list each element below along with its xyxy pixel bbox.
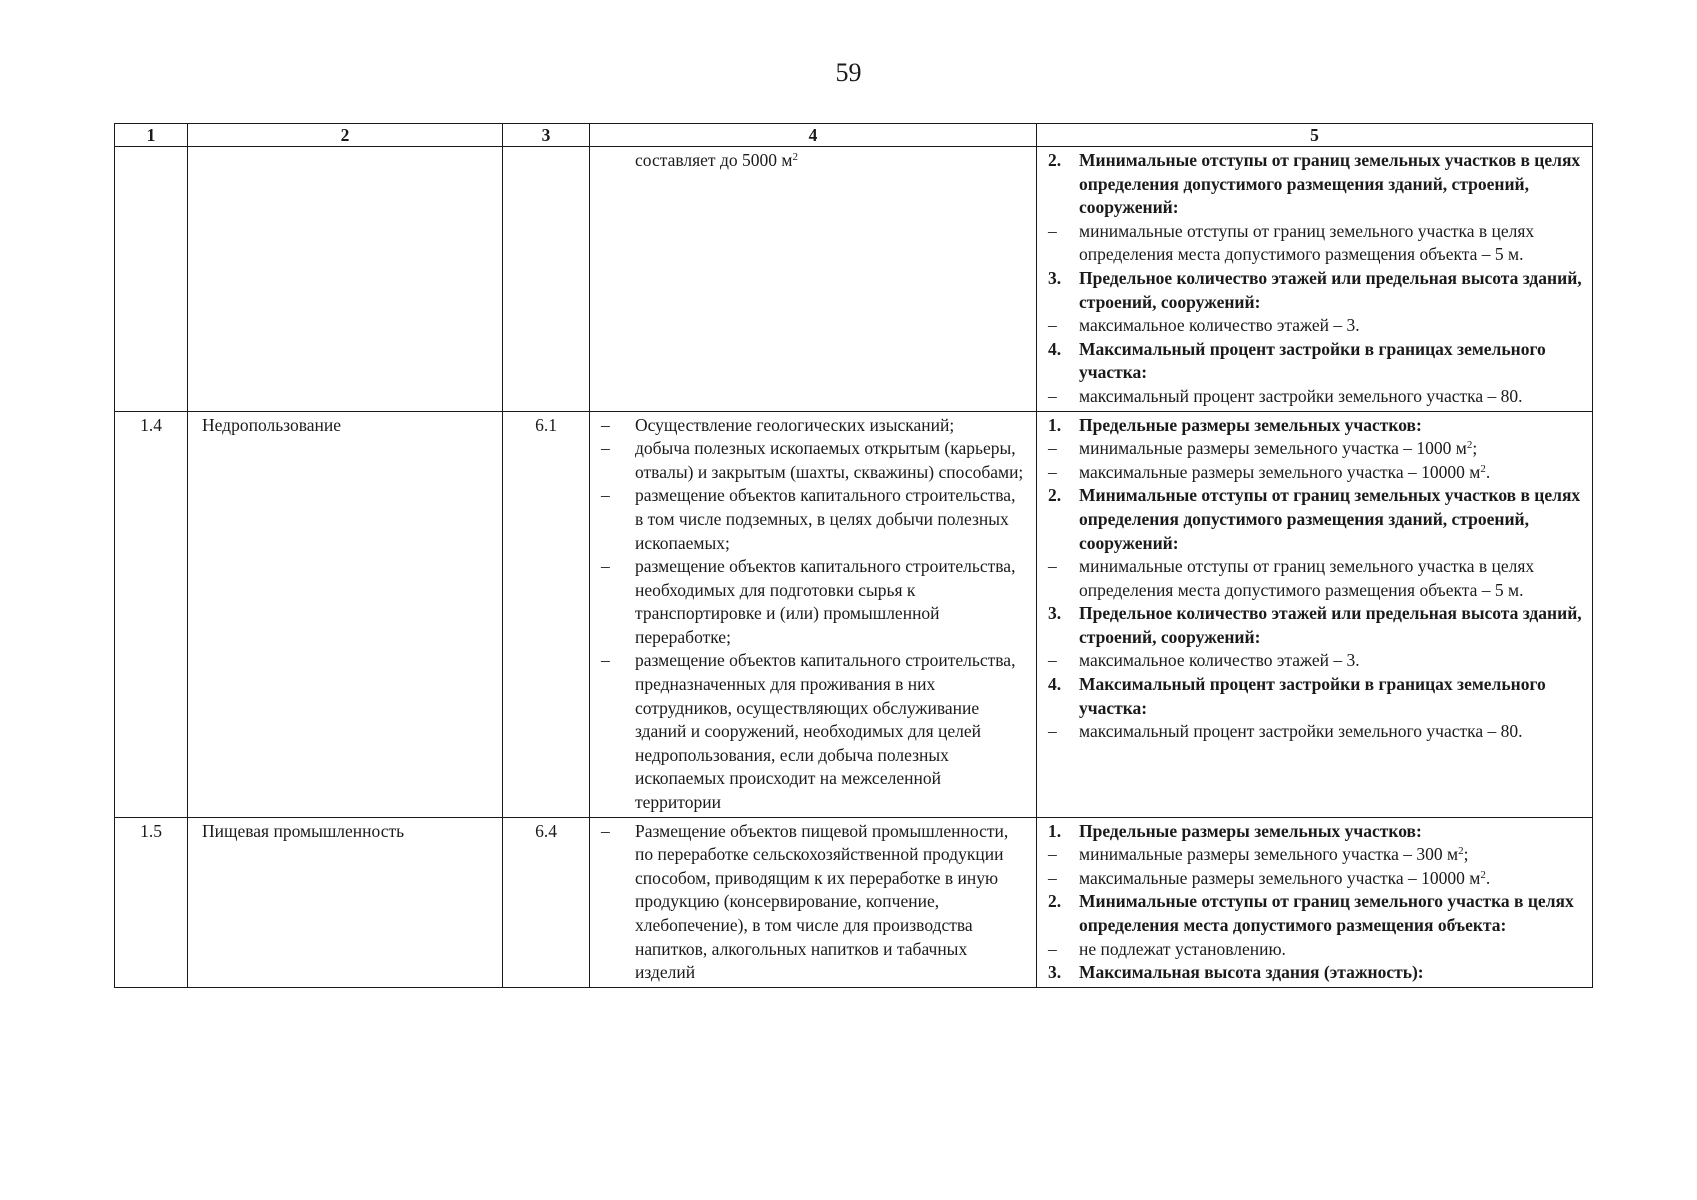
parameter-text: максимальный процент застройки земельного участка – 80.	[1079, 385, 1523, 406]
use-name-cell: Недропользование	[188, 411, 503, 817]
parameter-text: Предельное количество этажей или предельная высота зданий, строений, сооружений:	[1079, 603, 1582, 647]
parameter-heading	[1045, 820, 1584, 844]
parameter-item	[1045, 385, 1584, 409]
description-item	[598, 414, 1028, 438]
description-item	[598, 649, 1028, 814]
column-header: 4	[590, 124, 1037, 147]
dash-marker: –	[1048, 315, 1057, 336]
dash-marker: –	[1048, 938, 1057, 959]
dash-marker: –	[1048, 867, 1057, 888]
number-marker: 1.	[1048, 414, 1062, 435]
parameter-text: минимальные отступы от границ земельного участка в целях определения места допустимого размещения объекта – 5 м.	[1079, 556, 1535, 600]
row-number-cell: 1.5	[115, 817, 188, 987]
parameter-item	[1045, 938, 1584, 962]
parameter-text: минимальные размеры земельного участка – 300 $м^2$;	[1079, 844, 1469, 865]
parameter-item	[1045, 867, 1584, 891]
description-text: Осуществление геологических изысканий;	[635, 414, 955, 435]
parameter-text: Максимальная высота здания (этажность):	[1079, 962, 1424, 983]
parameter-item	[1045, 649, 1584, 673]
parameter-text: Минимальные отступы от границ земельных участков в целях определения допустимого размещения зданий, строений, сооружений:	[1079, 485, 1581, 553]
column-header: 5	[1037, 124, 1593, 147]
number-marker: 1.	[1048, 820, 1062, 841]
parameter-heading	[1045, 267, 1584, 314]
parameter-text: Минимальные отступы от границ земельного участка в целях определения места допустимого размещения объекта:	[1079, 891, 1574, 935]
parameter-text: Предельные размеры земельных участков:	[1079, 414, 1422, 435]
number-marker: 4.	[1048, 338, 1062, 359]
description-item	[598, 437, 1028, 484]
description-text: размещение объектов капитального строительства, предназначенных для проживания в них сотрудников, осуществляющих обслуживание зданий и сооружений, необходимых для целей недропользования, если добыча полезных ископаемых происходит на межселенной территории	[635, 650, 1016, 813]
dash-marker: –	[601, 650, 610, 671]
parameter-heading	[1045, 484, 1584, 555]
dash-marker: –	[1048, 385, 1057, 406]
parameter-heading	[1045, 961, 1584, 985]
dash-marker: –	[601, 556, 610, 577]
parameter-heading	[1045, 414, 1584, 438]
use-code-cell	[503, 147, 590, 412]
dash-marker: –	[1048, 556, 1057, 577]
parameter-text: максимальные размеры земельного участка – 10000 $м^2$.	[1079, 867, 1491, 888]
row-number-cell: 1.4	[115, 411, 188, 817]
dash-marker: –	[601, 820, 610, 841]
description-text: размещение объектов капитального строительства, в том числе подземных, в целях добычи полезных ископаемых;	[635, 485, 1016, 553]
dash-marker: –	[1048, 721, 1057, 742]
dash-marker: –	[1048, 844, 1057, 865]
number-marker: 3.	[1048, 962, 1062, 983]
description-item	[598, 820, 1028, 985]
parameter-item	[1045, 555, 1584, 602]
number-marker: 2.	[1048, 150, 1062, 170]
use-code-cell: 6.4	[503, 817, 590, 987]
row-number-cell	[115, 147, 188, 412]
description-item	[598, 149, 1028, 173]
column-header: 1	[115, 124, 188, 147]
table-row	[115, 817, 1593, 987]
description-item	[598, 555, 1028, 649]
use-description-cell	[590, 817, 1037, 987]
parameters-cell	[1037, 817, 1593, 987]
use-name-cell: Пищевая промышленность	[188, 817, 503, 987]
parameters-cell	[1037, 411, 1593, 817]
table-row	[115, 147, 1593, 412]
table-row	[115, 411, 1593, 817]
parameter-text: Минимальные отступы от границ земельных участков в целях определения допустимого размещения зданий, строений, сооружений:	[1079, 150, 1581, 218]
parameter-text: максимальный процент застройки земельного участка – 80.	[1079, 721, 1523, 742]
parameter-heading	[1045, 338, 1584, 385]
page-number: 59	[835, 58, 862, 87]
description-text: добыча полезных ископаемых открытым (карьеры, отвалы) и закрытым (шахты, скважины) способами;	[635, 438, 1024, 482]
parameter-heading	[1045, 149, 1584, 220]
number-marker: 4.	[1048, 674, 1062, 695]
parameter-text: максимальное количество этажей – 3.	[1079, 650, 1360, 671]
number-marker: 2.	[1048, 485, 1062, 506]
parameter-text: Предельное количество этажей или предельная высота зданий, строений, сооружений:	[1079, 267, 1582, 312]
parameter-item	[1045, 461, 1584, 485]
parameter-item	[1045, 314, 1584, 338]
parameter-text: максимальные размеры земельного участка – 10000 $м^2$.	[1079, 461, 1491, 482]
parameters-cell	[1037, 147, 1593, 412]
column-header: 3	[503, 124, 590, 147]
use-description-cell	[590, 411, 1037, 817]
description-text: размещение объектов капитального строительства, необходимых для подготовки сырья к транспортировке и (или) промышленной переработке;	[635, 556, 1016, 647]
number-marker: 3.	[1048, 267, 1062, 288]
parameter-text: Максимальный процент застройки в границах земельного участка:	[1079, 338, 1546, 383]
number-marker: 3.	[1048, 603, 1062, 624]
use-code-cell: 6.1	[503, 411, 590, 817]
dash-marker: –	[1048, 650, 1057, 671]
parameter-item	[1045, 843, 1584, 867]
parameter-item	[1045, 720, 1584, 744]
use-name-cell	[188, 147, 503, 412]
description-item	[598, 484, 1028, 555]
parameter-text: минимальные отступы от границ земельного участка в целях определения места допустимого размещения объекта – 5 м.	[1079, 220, 1535, 265]
parameter-heading	[1045, 673, 1584, 720]
parameter-heading	[1045, 602, 1584, 649]
parameter-heading	[1045, 890, 1584, 937]
parameter-item	[1045, 437, 1584, 461]
parameter-item	[1045, 220, 1584, 267]
dash-marker: –	[601, 414, 610, 435]
parameter-text: Максимальный процент застройки в границах земельного участка:	[1079, 674, 1546, 718]
land-use-table	[114, 123, 1593, 988]
description-text: Размещение объектов пищевой промышленности, по переработке сельскохозяйственной продукции способом, приводящим к их переработке в иную продукцию (консервирование, копчение, хлебопечение), в том числе для производства напитков, алкогольных напитков и табачных изделий	[635, 820, 1009, 983]
parameter-text: максимальное количество этажей – 3.	[1079, 315, 1360, 336]
header-row	[115, 124, 1593, 147]
parameter-text: минимальные размеры земельного участка – 1000 $м^2$;	[1079, 438, 1478, 459]
parameter-text: не подлежат установлению.	[1079, 938, 1286, 959]
number-marker: 2.	[1048, 891, 1062, 912]
description-text: составляет до 5000 $м^2$	[635, 150, 798, 170]
parameter-text: Предельные размеры земельных участков:	[1079, 820, 1422, 841]
use-description-cell	[590, 147, 1037, 412]
column-header: 2	[188, 124, 503, 147]
dash-marker: –	[601, 485, 610, 506]
dash-marker: –	[1048, 220, 1057, 241]
dash-marker: –	[1048, 438, 1057, 459]
dash-marker: –	[1048, 461, 1057, 482]
dash-marker: –	[601, 438, 610, 459]
